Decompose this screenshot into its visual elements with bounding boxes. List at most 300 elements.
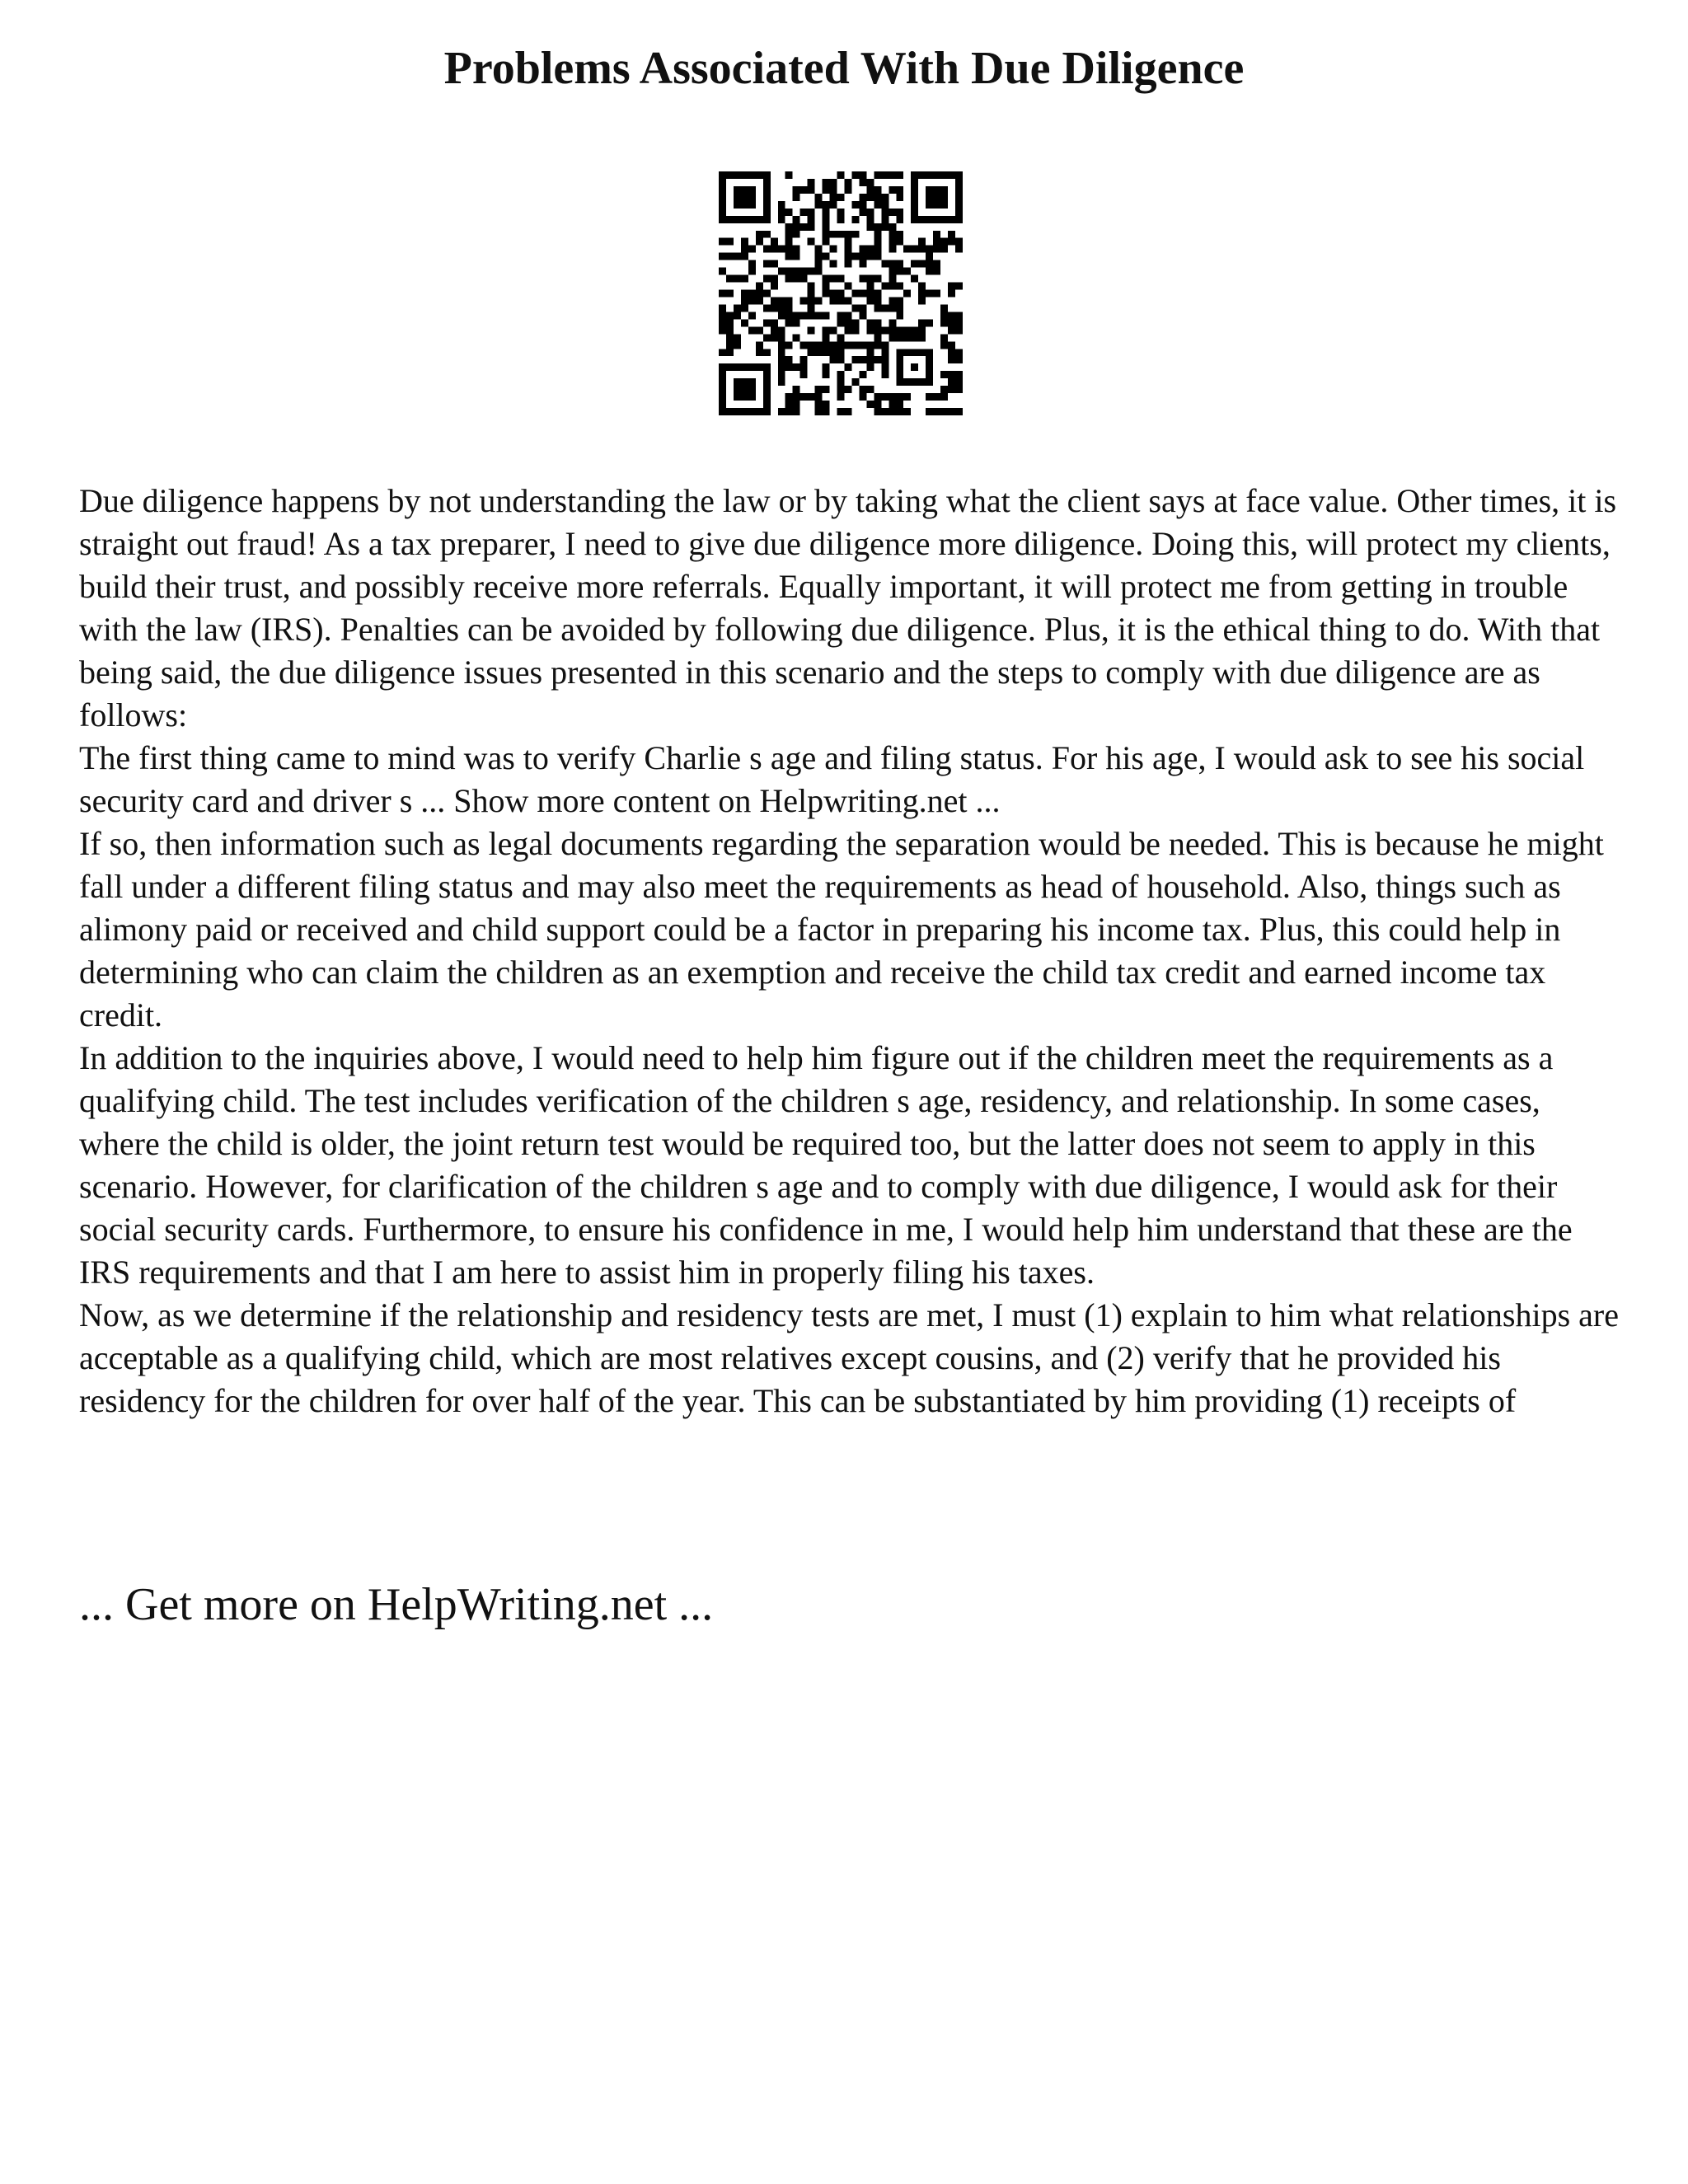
qr-module: [889, 268, 896, 275]
qr-module: [837, 334, 845, 341]
qr-module: [896, 171, 903, 179]
qr-module: [903, 268, 911, 275]
qr-module: [866, 297, 874, 304]
qr-module: [756, 290, 763, 298]
qr-module: [808, 209, 815, 216]
qr-module: [808, 283, 815, 290]
qr-module: [918, 326, 926, 334]
qr-module: [874, 275, 881, 283]
qr-module: [844, 312, 851, 319]
qr-module: [785, 223, 793, 231]
qr-module: [808, 223, 815, 231]
qr-module: [823, 283, 830, 290]
page-title: Problems Associated With Due Diligence: [443, 43, 1245, 94]
qr-module: [771, 238, 778, 246]
qr-module: [800, 186, 808, 194]
qr-module: [955, 238, 963, 246]
qr-module: [896, 401, 903, 408]
qr-module: [793, 223, 800, 231]
qr-module: [734, 275, 741, 283]
qr-module: [889, 275, 896, 283]
qr-module: [823, 290, 830, 298]
qr-module: [896, 408, 903, 415]
qr-module: [837, 349, 845, 356]
qr-module: [830, 290, 837, 298]
qr-module: [926, 393, 933, 401]
qr-module: [851, 253, 859, 260]
qr-module: [793, 393, 800, 401]
qr-module: [808, 290, 815, 298]
qr-module: [763, 290, 771, 298]
qr-module: [844, 238, 851, 246]
qr-module: [837, 386, 845, 393]
qr-module: [874, 326, 881, 334]
qr-module: [948, 283, 955, 290]
qr-module: [889, 408, 896, 415]
qr-module: [866, 363, 874, 371]
qr-module: [778, 371, 785, 378]
qr-module: [823, 223, 830, 231]
qr-module: [933, 260, 940, 268]
qr-module: [748, 297, 756, 304]
qr-module: [830, 356, 837, 363]
qr-module: [785, 341, 793, 349]
qr-module: [918, 297, 926, 304]
qr-module: [851, 216, 859, 223]
qr-module: [830, 275, 837, 283]
qr-module: [815, 341, 823, 349]
qr-module: [955, 408, 963, 415]
qr-module: [881, 326, 889, 334]
qr-module: [866, 253, 874, 260]
qr-module: [948, 341, 955, 349]
qr-module: [889, 246, 896, 253]
qr-module: [785, 231, 793, 238]
paragraph-1: Due diligence happens by not understanding the law or by taking what the client says at face value. Other times, it is straight out fraud! As a tax preparer, I need to give due diligence more diligence. Doing this, will protect my clients, build their trust, and possibly receive more referrals. Equally important, it will protect me from getting in trouble with the law (IRS). Penalties can be avoided by following due diligence. Plus, it is the ethical thing to do. With that being said, the due diligence issues presented in this scenario and the steps to comply with due diligence are as follows:: [79, 482, 1617, 733]
qr-module: [756, 283, 763, 290]
qr-module: [896, 186, 903, 194]
qr-module: [881, 283, 889, 290]
qr-module: [866, 356, 874, 363]
qr-module: [866, 186, 874, 194]
qr-module: [844, 253, 851, 260]
qr-module: [851, 304, 859, 312]
qr-module: [793, 401, 800, 408]
qr-module: [719, 319, 726, 326]
qr-module: [851, 171, 859, 179]
qr-module: [785, 312, 793, 319]
qr-module: [785, 246, 793, 253]
qr-module: [926, 408, 933, 415]
qr-module: [896, 194, 903, 201]
qr-module: [918, 246, 926, 253]
qr-module: [741, 304, 748, 312]
qr-module: [823, 238, 830, 246]
qr-module: [748, 246, 756, 253]
qr-module: [793, 231, 800, 238]
qr-module: [948, 238, 955, 246]
qr-module: [756, 349, 763, 356]
qr-module: [823, 341, 830, 349]
qr-module: [859, 312, 866, 319]
qr-module: [763, 260, 771, 268]
qr-module: [823, 179, 830, 186]
qr-module: [881, 304, 889, 312]
qr-module: [844, 319, 851, 326]
qr-module: [874, 297, 881, 304]
qr-module: [763, 319, 771, 326]
qr-module: [778, 304, 785, 312]
qr-module: [741, 253, 748, 260]
qr-module: [955, 319, 963, 326]
qr-module: [741, 319, 748, 326]
qr-module: [778, 363, 785, 371]
qr-module: [837, 290, 845, 298]
qr-module: [793, 253, 800, 260]
qr-module: [756, 297, 763, 304]
qr-module: [881, 171, 889, 179]
qr-module: [778, 349, 785, 356]
qr-module: [948, 378, 955, 386]
qr-module: [866, 386, 874, 393]
qr-module: [763, 231, 771, 238]
qr-module: [874, 201, 881, 209]
qr-module: [896, 312, 903, 319]
qr-module: [815, 201, 823, 209]
qr-module: [830, 179, 837, 186]
qr-module: [785, 319, 793, 326]
qr-module: [933, 290, 940, 298]
qr-module: [823, 186, 830, 194]
qr-module: [800, 371, 808, 378]
qr-module: [955, 349, 963, 356]
qr-module: [851, 290, 859, 298]
qr-module: [837, 408, 845, 415]
qr-module: [793, 408, 800, 415]
qr-module: [881, 341, 889, 349]
qr-module: [823, 334, 830, 341]
qr-module: [926, 260, 933, 268]
qr-module: [815, 349, 823, 356]
qr-module: [896, 231, 903, 238]
qr-module: [793, 216, 800, 223]
qr-module: [815, 297, 823, 304]
qr-module: [800, 312, 808, 319]
qr-module: [726, 326, 734, 334]
qr-module: [874, 408, 881, 415]
qr-module: [903, 408, 911, 415]
qr-module: [808, 179, 815, 186]
qr-module: [903, 334, 911, 341]
qr-module: [830, 297, 837, 304]
qr-module: [808, 349, 815, 356]
qr-module: [726, 253, 734, 260]
qr-module: [844, 326, 851, 334]
qr-module: [800, 275, 808, 283]
qr-module: [889, 283, 896, 290]
qr-module: [940, 246, 948, 253]
qr-module: [726, 290, 734, 298]
qr-module: [955, 312, 963, 319]
qr-module: [896, 283, 903, 290]
qr-module: [808, 186, 815, 194]
qr-module: [866, 275, 874, 283]
qr-module: [778, 201, 785, 209]
qr-module: [881, 393, 889, 401]
qr-module: [859, 253, 866, 260]
qr-module: [793, 312, 800, 319]
qr-module: [926, 268, 933, 275]
qr-module: [948, 349, 955, 356]
qr-module: [896, 393, 903, 401]
qr-module: [741, 297, 748, 304]
qr-module: [933, 393, 940, 401]
qr-module: [785, 401, 793, 408]
qr-module: [823, 216, 830, 223]
qr-module: [793, 275, 800, 283]
qr-module: [793, 186, 800, 194]
qr-module: [830, 326, 837, 334]
qr-module: [866, 223, 874, 231]
qr-module: [778, 209, 785, 216]
qr-module: [881, 349, 889, 356]
qr-module: [823, 231, 830, 238]
qr-module: [823, 349, 830, 356]
qr-module: [719, 253, 726, 260]
qr-module: [771, 304, 778, 312]
qr-module: [763, 349, 771, 356]
qr-module: [896, 334, 903, 341]
qr-module: [955, 378, 963, 386]
qr-module: [948, 326, 955, 334]
qr-module: [823, 209, 830, 216]
qr-module: [830, 246, 837, 253]
qr-module: [859, 386, 866, 393]
qr-module: [940, 408, 948, 415]
qr-module: [837, 319, 845, 326]
qr-module: [726, 349, 734, 356]
qr-module: [866, 290, 874, 298]
qr-module: [866, 209, 874, 216]
qr-module: [815, 393, 823, 401]
qr-module: [926, 253, 933, 260]
qr-module: [815, 253, 823, 260]
qr-module: [771, 334, 778, 341]
qr-module: [918, 260, 926, 268]
qr-module: [815, 260, 823, 268]
qr-module: [896, 326, 903, 334]
qr-module: [948, 319, 955, 326]
qr-module: [815, 408, 823, 415]
qr-module: [785, 356, 793, 363]
qr-module: [800, 268, 808, 275]
qr-module: [808, 297, 815, 304]
qr-module: [859, 201, 866, 209]
qr-module: [874, 186, 881, 194]
qr-module: [940, 334, 948, 341]
qr-module: [933, 231, 940, 238]
qr-module: [719, 238, 726, 246]
qr-module: [881, 216, 889, 223]
paragraph-4: In addition to the inquiries above, I would need to help him figure out if the children meet the requirements as a qualifying child. The test includes verification of the children s age, residency, and relationship. In some cases, where the child is older, the joint return test would be required too, but the latter does not seem to apply in this scenario. However, for clarification of the children s age and to comply with due diligence, I would ask for their social security cards. Furthermore, to ensure his confidence in me, I would help him understand that these are the IRS requirements and that I am here to assist him in properly filing his taxes.: [79, 1039, 1573, 1291]
qr-module: [837, 378, 845, 386]
qr-module: [859, 356, 866, 363]
qr-module: [785, 238, 793, 246]
qr-module: [874, 223, 881, 231]
qr-module: [837, 356, 845, 363]
qr-module: [940, 371, 948, 378]
qr-module: [719, 268, 726, 275]
qr-module: [808, 312, 815, 319]
qr-module: [874, 319, 881, 326]
qr-code-icon: [719, 171, 963, 415]
qr-module: [940, 312, 948, 319]
qr-module: [955, 386, 963, 393]
qr-module: [948, 312, 955, 319]
qr-module: [955, 283, 963, 290]
qr-module: [823, 408, 830, 415]
qr-module: [823, 326, 830, 334]
qr-module: [889, 334, 896, 341]
get-more-link[interactable]: ... Get more on HelpWriting.net ...: [79, 1579, 714, 1630]
qr-module: [778, 408, 785, 415]
qr-module: [785, 253, 793, 260]
qr-module: [778, 341, 785, 349]
qr-module: [903, 290, 911, 298]
qr-module: [948, 231, 955, 238]
qr-module: [940, 319, 948, 326]
qr-module: [911, 260, 918, 268]
qr-module: [793, 334, 800, 341]
qr-module: [726, 238, 734, 246]
qr-module: [859, 275, 866, 283]
qr-module: [785, 304, 793, 312]
qr-module: [763, 275, 771, 283]
qr-module: [881, 201, 889, 209]
qr-module: [940, 304, 948, 312]
qr-module: [734, 304, 741, 312]
qr-module: [948, 290, 955, 298]
qr-module: [837, 393, 845, 401]
qr-module: [837, 194, 845, 201]
qr-module: [844, 231, 851, 238]
qr-module: [844, 408, 851, 415]
qr-module: [874, 194, 881, 201]
qr-module: [874, 246, 881, 253]
qr-module: [748, 268, 756, 275]
qr-module: [948, 356, 955, 363]
qr-module: [808, 238, 815, 246]
qr-module: [866, 319, 874, 326]
qr-module: [748, 260, 756, 268]
qr-module: [866, 216, 874, 223]
qr-module: [903, 246, 911, 253]
qr-module: [823, 371, 830, 378]
qr-module: [823, 363, 830, 371]
qr-module: [889, 304, 896, 312]
qr-module: [808, 326, 815, 334]
qr-module: [837, 371, 845, 378]
qr-module: [874, 341, 881, 349]
qr-module: [837, 216, 845, 223]
qr-module: [778, 268, 785, 275]
qr-module: [763, 334, 771, 341]
qr-module: [748, 290, 756, 298]
qr-module: [837, 312, 845, 319]
qr-module: [808, 341, 815, 349]
qr-module: [823, 386, 830, 393]
qr-module: [933, 408, 940, 415]
qr-module: [844, 297, 851, 304]
qr-module: [874, 334, 881, 341]
qr-module: [815, 246, 823, 253]
qr-module: [859, 246, 866, 253]
qr-module: [889, 260, 896, 268]
qr-module: [918, 283, 926, 290]
qr-module: [844, 260, 851, 268]
qr-module: [859, 194, 866, 201]
qr-module: [741, 290, 748, 298]
qr-module: [940, 238, 948, 246]
qr-module: [748, 326, 756, 334]
qr-module: [844, 186, 851, 194]
qr-module: [741, 275, 748, 283]
qr-module: [955, 356, 963, 363]
qr-module: [800, 297, 808, 304]
qr-module: [851, 356, 859, 363]
qr-module: [918, 290, 926, 298]
qr-module: [844, 341, 851, 349]
qr-module: [815, 386, 823, 393]
qr-module: [815, 194, 823, 201]
qr-module: [823, 275, 830, 283]
qr-module: [866, 246, 874, 253]
qr-module: [903, 393, 911, 401]
qr-module: [837, 231, 845, 238]
qr-module: [785, 363, 793, 371]
qr-module: [948, 408, 955, 415]
qr-module: [830, 186, 837, 194]
qr-module: [940, 386, 948, 393]
qr-module: [830, 201, 837, 209]
qr-module: [823, 201, 830, 209]
qr-module: [771, 326, 778, 334]
qr-module: [955, 326, 963, 334]
qr-module: [778, 378, 785, 386]
qr-module: [866, 341, 874, 349]
qr-module: [734, 253, 741, 260]
qr-module: [844, 386, 851, 393]
qr-module: [756, 326, 763, 334]
qr-module: [793, 194, 800, 201]
qr-module: [851, 378, 859, 386]
paragraph-5: Now, as we determine if the relationship and residency tests are met, I must (1) explain to him what relationships are acceptable as a qualifying child, which are most relatives except cousins, and (2) verify that he provided his residency for the children for over half of the year. This can be substantiated by him providing (1) receipts of: [79, 1296, 1619, 1419]
qr-module: [844, 363, 851, 371]
qr-module: [823, 401, 830, 408]
qr-module: [881, 356, 889, 363]
qr-module: [778, 326, 785, 334]
qr-module: [859, 260, 866, 268]
qr-module: [896, 304, 903, 312]
qr-module: [881, 223, 889, 231]
qr-module: [955, 371, 963, 378]
qr-module: [859, 290, 866, 298]
qr-module: [918, 319, 926, 326]
qr-module: [800, 209, 808, 216]
qr-module: [948, 386, 955, 393]
qr-module: [844, 283, 851, 290]
qr-module: [741, 246, 748, 253]
